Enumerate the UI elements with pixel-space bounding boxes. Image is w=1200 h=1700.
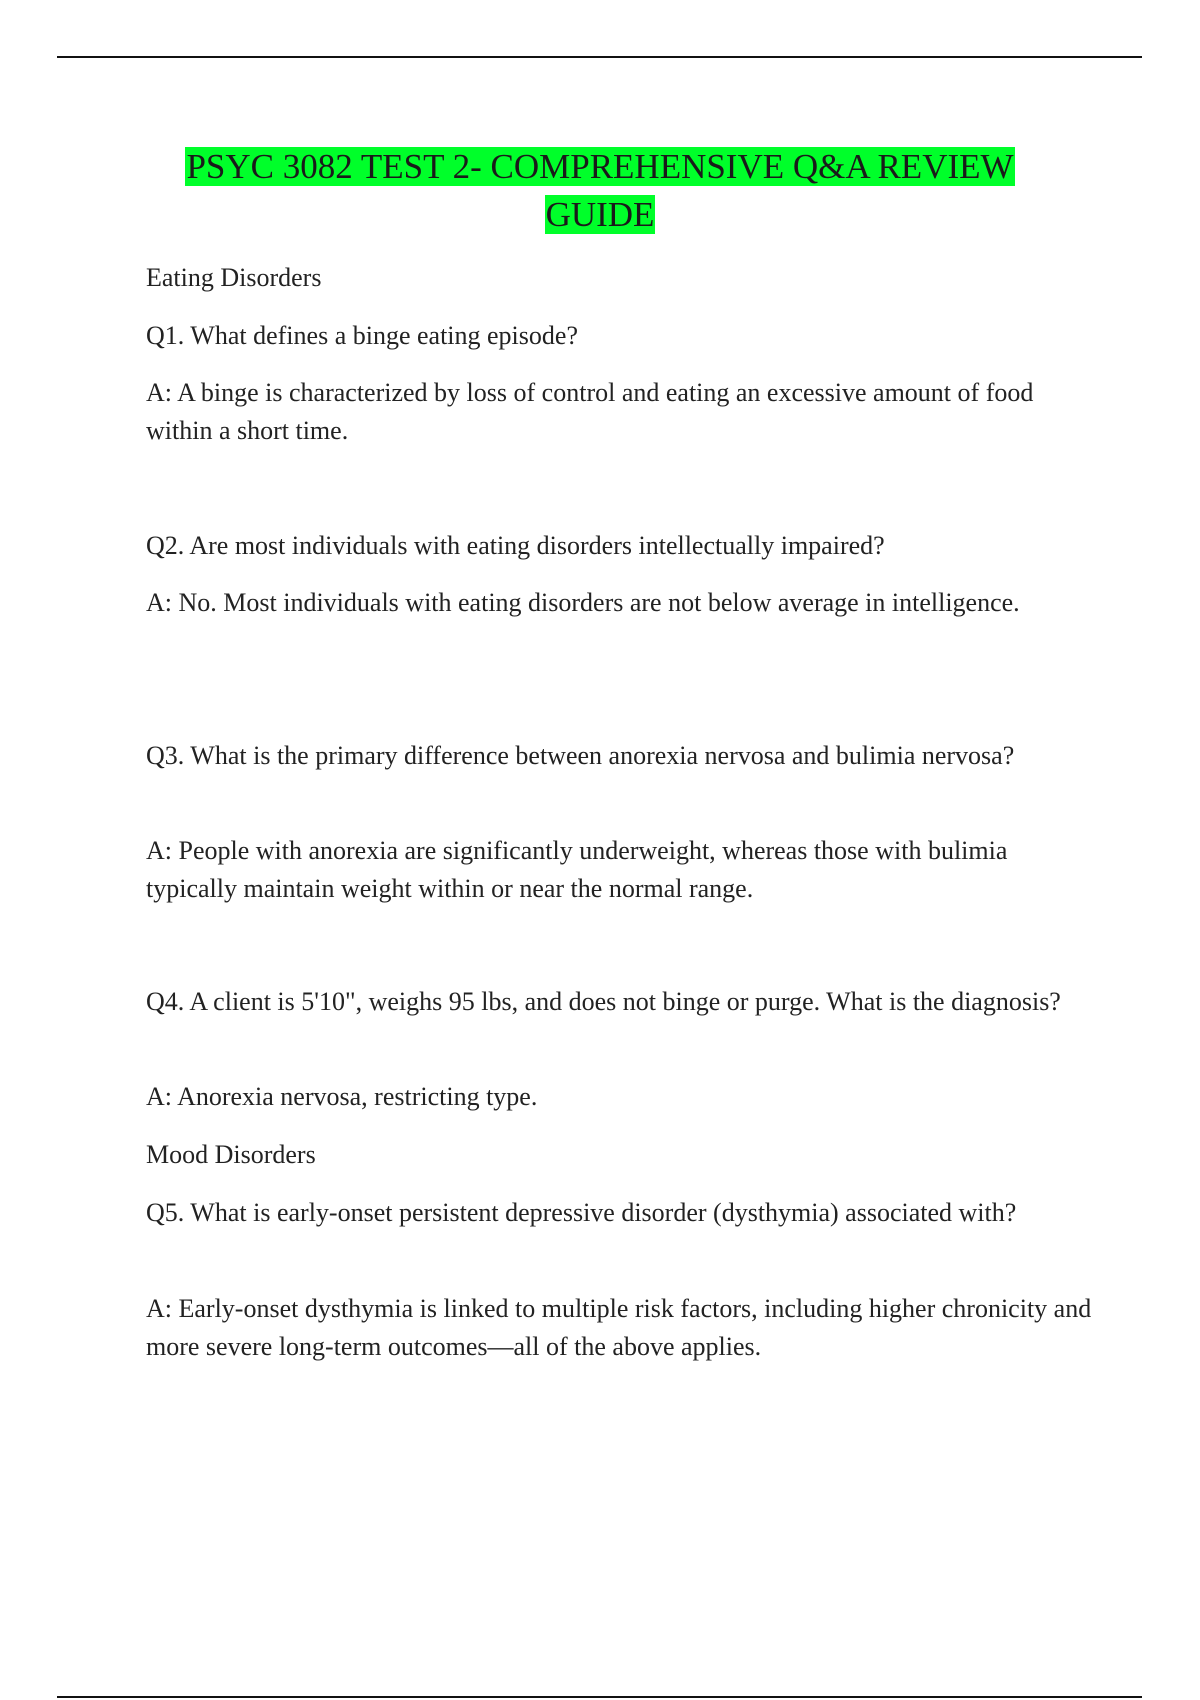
- question-3: Q3. What is the primary difference between anorexia nervosa and bulimia nervosa?: [146, 741, 1015, 770]
- answer-1: A: A binge is characterized by loss of control and eating an excessive amount of food within a short time.: [146, 378, 1034, 445]
- question-4: Q4. A client is 5'10", weighs 95 lbs, and does not binge or purge. What is the diagnosis?: [146, 987, 1061, 1016]
- answer-3: A: People with anorexia are significantly underweight, whereas those with bulimia typically maintain weight within or near the normal range.: [146, 836, 1008, 903]
- question-2: Q2. Are most individuals with eating disorders intellectually impaired?: [146, 531, 885, 560]
- title-line-2: GUIDE: [545, 195, 655, 234]
- answer-2: A: No. Most individuals with eating disorders are not below average in intelligence.: [146, 588, 1020, 617]
- title-line-1: PSYC 3082 TEST 2- COMPREHENSIVE Q&A REVIEW: [186, 147, 1014, 186]
- section-heading-eating-disorders: Eating Disorders: [146, 263, 322, 292]
- answer-5: A: Early-onset dysthymia is linked to multiple risk factors, including higher chronicity and more severe long-term outcomes—all of the above applies.: [146, 1294, 1092, 1361]
- top-rule: [57, 56, 1142, 58]
- question-1: Q1. What defines a binge eating episode?: [146, 321, 578, 350]
- question-5: Q5. What is early-onset persistent depressive disorder (dysthymia) associated with?: [146, 1198, 1017, 1227]
- document-title: [100, 143, 1100, 239]
- answer-4: A: Anorexia nervosa, restricting type.: [146, 1082, 538, 1111]
- bottom-rule: [57, 1696, 1142, 1698]
- section-heading-mood-disorders: Mood Disorders: [146, 1140, 316, 1169]
